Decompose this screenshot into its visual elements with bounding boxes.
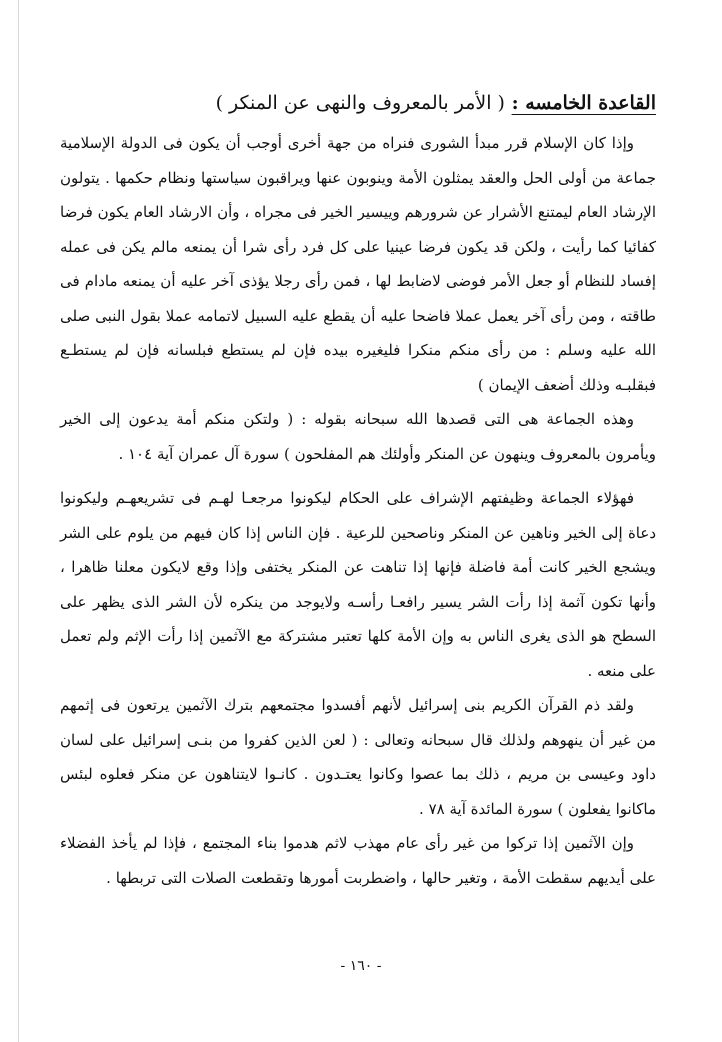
paragraph-3: فهؤلاء الجماعة وظيفتهم الإشراف على الحكام ليكونوا مرجعـا لهـم فى تشريعهـم وليكونوا دعاة إلى الخير وناهين عن المنكر وناصحين للرعية . فإن الناس إذا كان فيهم من يلوم على الشر ويشجع الخير كانت أمة فاضلة فإنها إذا تناهت عن المنكر يختفى وإذا وقع لايكون معلنا ظاهرا ، وأنها تكون آثمة إذا رأت الشر يسير رافعـا رأسـه ولايوجد من ينكره لأن الشر الذى يظهر على السطح هو الذى يغرى الناس به وإن الأمة كلها تعتبر مشتركة مع الآثمين إذا رأت الإثم ولم تعمل على منعه . <box>60 489 656 680</box>
section-heading <box>216 92 656 114</box>
paragraph-5: وإن الآثمين إذا تركوا من غير رأى عام مهذب لاثم هدموا بناء المجتمع ، فإذا لم يأخذ الفضلاء على أيديهم سقطت الأمة ، وتغير حالها ، واضطربت أمورها وتقطعت الصلات التى تربطها . <box>60 834 656 887</box>
heading-topic: ( الأمر بالمعروف والنهى عن المنكر ) <box>215 92 505 114</box>
body-text <box>60 126 656 895</box>
paragraph-1: وإذا كان الإسلام قرر مبدأ الشورى فنراه من جهة أخرى أوجب أن يكون فى الدولة الإسلامية جماعة من أولى الحل والعقد يمثلون الأمة وينوبون عنها ويراقبون سياستها ونظام حكمها . يتولون الإرشاد العام ليمتنع الأشرار عن شرورهم وييسير الخير فى مجراه ، وأن الارشاد العام يكون فرضا كفائيا كما رأيت ، ولكن قد يكون فرضا عينيا على كل فرد رأى شرا أن يمنعه مالم يكن فى عمله إفساد للنظام أو جعل الأمر فوضى لاضابط لها ، فمن رأى رجلا يؤذى آخر عليه أن يمنعه مادام فى طاقته ، ومن رأى آخر يعمل عملا فاضحا عليه أن يقطع عليه السبيل لاتمامه عملا بقول النبى صلى الله عليه وسلم : من رأى منكم منكرا فليغيره بيده فإن لم يستطع فبلسانه فإن لم يستطـع فبقلبـه وذلك أضعف الإيمان ) <box>60 134 656 394</box>
page-number: - ١٦٠ - <box>340 958 382 974</box>
paragraph-4: ولقد ذم القرآن الكريم بنى إسرائيل لأنهم أفسدوا مجتمعهم بترك الآثمين يرتعون فى إثمهم من غير أن ينهوهم ولذلك قال سبحانه وتعالى : ( لعن الذين كفروا من بنـى إسرائيل على لسان داود وعيسى بن مريم ، ذلك بما عصوا وكانوا يعتـدون . كانـوا لايتناهون عن منكر فعلوه لبئس ماكانوا يفعلون ) سورة المائدة آية ٧٨ . <box>60 696 656 818</box>
heading-label: القاعدة الخامسه : <box>511 92 656 114</box>
scan-edge-line <box>18 0 19 1042</box>
paragraph-2: وهذه الجماعة هى التى قصدها الله سبحانه بقوله : ( ولتكن منكم أمة يدعون إلى الخير ويأمرون بالمعروف وينهون عن المنكر وأولئك هم المفلحون ) سورة آل عمران آية ١٠٤ . <box>60 410 656 463</box>
